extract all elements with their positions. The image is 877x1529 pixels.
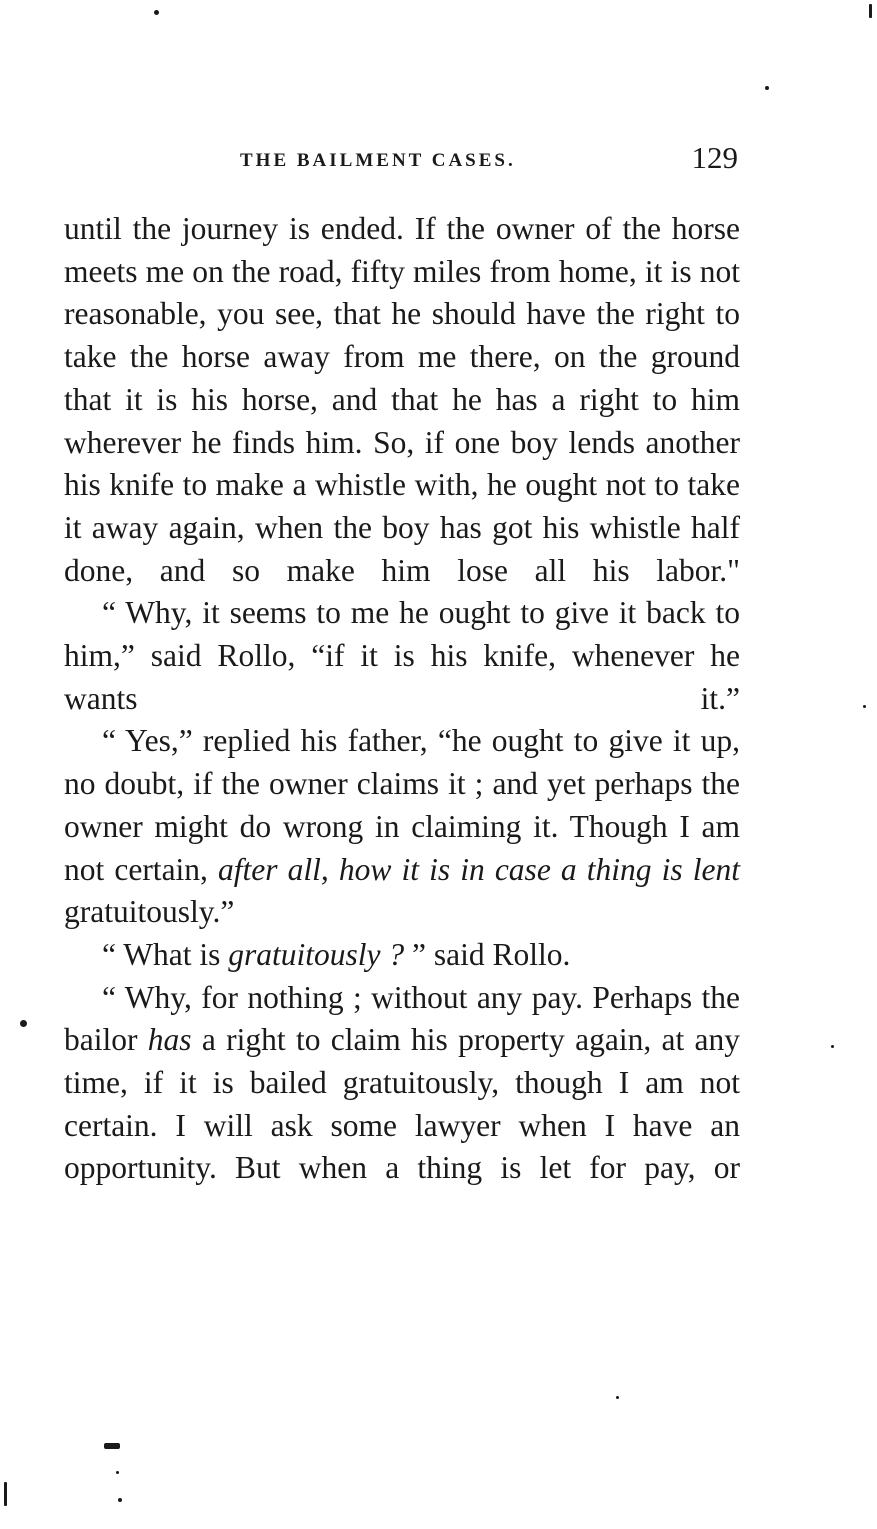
scan-speck xyxy=(118,1498,122,1502)
italic-word: has xyxy=(147,1022,192,1058)
paragraph xyxy=(64,934,740,977)
body-text xyxy=(64,208,740,1190)
paragraph-text: a right to claim his property again, at any time, if it is bailed gratuitously, though I am not certain. I will ask some lawyer when I have an opportunity. But when a thing is let for pay, or xyxy=(64,1022,741,1186)
scan-speck xyxy=(765,86,769,90)
scan-speck xyxy=(616,1396,619,1399)
scan-speck xyxy=(4,1482,7,1506)
italic-word: gratuitously ? xyxy=(228,936,405,972)
scan-speck xyxy=(20,1020,27,1027)
paragraph xyxy=(64,720,740,934)
paragraph xyxy=(64,208,740,592)
paragraph-text: until the journey is ended. If the owner of the horse meets me on the road, fifty miles from home, it is not reasonable, you see, that he should have the right to take the horse away from me there, on the ground that it is his horse, and that he has a right to him wherever he finds him. So, if one boy lends another his knife to make a whistle with, he ought not to take it away again, when the boy has got his whistle half done, and so make him lose all his labor." xyxy=(64,211,740,588)
paragraph-text: ” said Rollo. xyxy=(412,936,571,972)
scan-speck xyxy=(116,1471,119,1474)
paragraph xyxy=(64,592,740,720)
scan-speck xyxy=(831,1045,834,1048)
paragraph-text: “ Why, for nothing ; without any pay. Perhaps the bailor xyxy=(64,979,740,1058)
scan-speck xyxy=(104,1443,120,1449)
italic-phrase: after all, how it is in case a thing is lent xyxy=(218,851,740,887)
paragraph-text: “ What is xyxy=(102,936,221,972)
paragraph xyxy=(64,977,740,1191)
paragraph-text: “ Yes,” replied his father, “he ought to give it up, no doubt, if the owner claims it ; and yet perhaps the owner might do wrong in claiming it. Though I am not certain, xyxy=(64,723,740,887)
scan-speck xyxy=(154,10,159,15)
scan-speck xyxy=(869,4,872,18)
paragraph-text: “ Why, it seems to me he ought to give it back to him,” said Rollo, “if it is his knife, whenever he wants it.” xyxy=(64,595,740,716)
scan-speck xyxy=(863,705,866,708)
running-title: THE BAILMENT CASES. xyxy=(240,150,516,171)
page-number: 129 xyxy=(691,140,738,175)
paragraph-text: gratuitously.” xyxy=(64,894,235,930)
running-head xyxy=(64,140,738,180)
